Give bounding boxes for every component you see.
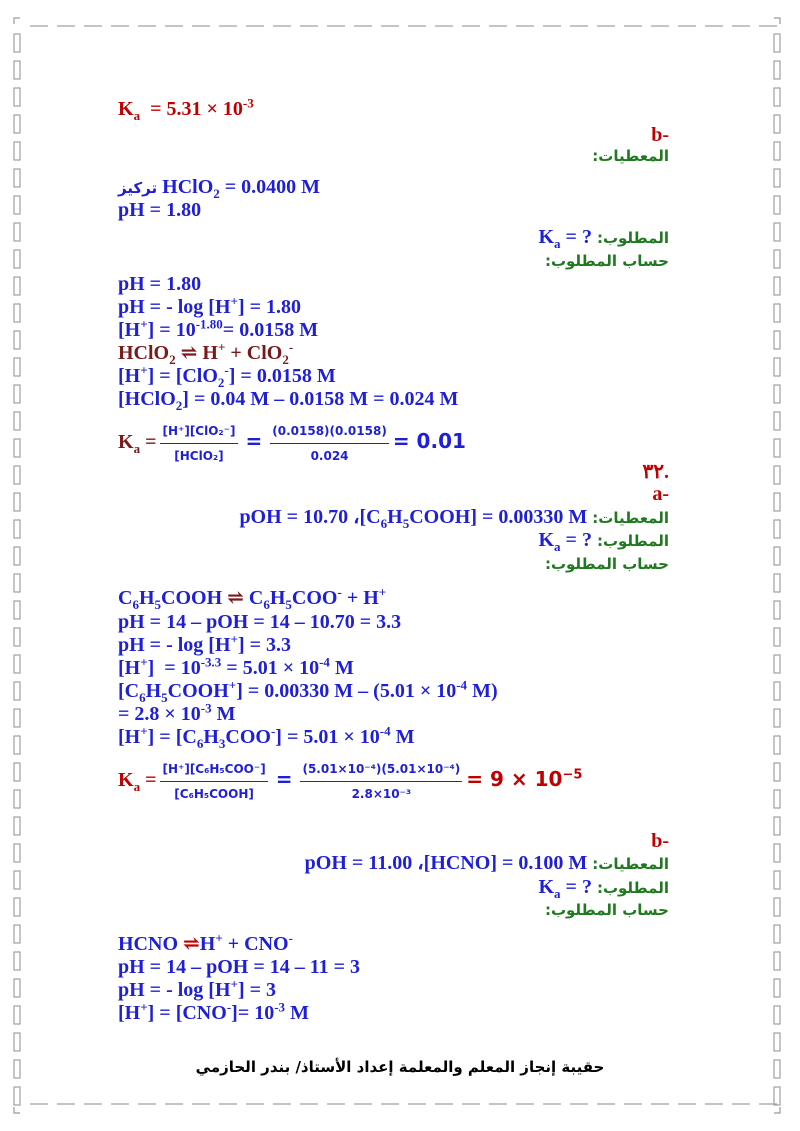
border-dash — [14, 898, 20, 916]
ph-log-line: pH = - log [H+] = 1.80 — [118, 293, 301, 318]
equilibrium-hcno: HCNO ⇌H+ + CNO- — [118, 930, 293, 955]
border-dash — [774, 115, 780, 133]
border-dash — [774, 655, 780, 673]
border-dash — [14, 88, 20, 106]
border-dash — [14, 979, 20, 997]
border-dash — [774, 817, 780, 835]
border-dash — [774, 88, 780, 106]
border-dash — [14, 952, 20, 970]
border-dash — [774, 871, 780, 889]
border-dash — [14, 358, 20, 376]
border-dash — [774, 763, 780, 781]
border-dash — [774, 385, 780, 403]
border-dash — [774, 682, 780, 700]
ka-result-line: $K_a = 5.31 \times 10^{-3}$ — [118, 95, 254, 123]
border-dash — [14, 547, 20, 565]
ka-calculation-2: $K_a$ = $\frac{\text{[H⁺][C₆H₅COO⁻]}}{\text{[C₆H₅COOH]}}$ = $\frac{\text{(5.01×10⁻⁴)(5.01×10⁻⁴)}}{\text{2.8×10⁻³}}$ = $9 \times 10^{-5}$ — [118, 758, 582, 805]
border-dash — [774, 223, 780, 241]
border-dash — [14, 304, 20, 322]
border-dash — [14, 682, 20, 700]
benzoic-equilibrium: $[C_6H_5COOH^+] = 0.00330$ $M - (5.01 \times 10^{-4}$ M) — [118, 677, 498, 705]
border-dash — [774, 844, 780, 862]
border-dash — [14, 520, 20, 538]
border-dash — [774, 277, 780, 295]
border-dash — [774, 628, 780, 646]
border-dash — [774, 250, 780, 268]
border-dash — [14, 331, 20, 349]
border-dash — [14, 169, 20, 187]
border-dash — [14, 385, 20, 403]
required-32a: المطلوب: $K_a$ = ? — [538, 529, 669, 554]
border-dash — [774, 196, 780, 214]
givens-32b: المعطيات: pOH = 11.00 ،[HCNO] = 0.100 M — [304, 852, 669, 874]
border-dash — [14, 277, 20, 295]
border-dash — [14, 142, 20, 160]
part-b-label: -b — [651, 124, 669, 146]
border-dash — [14, 736, 20, 754]
part-a-label: -a — [652, 483, 669, 505]
border-dash — [774, 439, 780, 457]
ph-line: pH = 1.80 — [118, 273, 202, 295]
border-dash — [14, 709, 20, 727]
border-dash — [14, 844, 20, 862]
ph-32a: pH = 14 – pOH = 14 – 10.70 = 3.3 — [118, 611, 402, 633]
border-dash — [14, 574, 20, 592]
border-dash — [14, 196, 20, 214]
ph-log-32b: pH = - log [H+] = 3 — [118, 976, 276, 1001]
equilibrium-benzoic: $C_6H_5COOH$ ⇌ $C_6H_5COO^- + H^+$ — [118, 584, 387, 612]
required-32b: المطلوب: $K_a$ = ? — [538, 876, 669, 901]
border-dash — [14, 34, 20, 52]
border-dash — [774, 574, 780, 592]
border-dash — [14, 412, 20, 430]
border-dash — [774, 169, 780, 187]
border-dash — [14, 763, 20, 781]
ph-given: pH = 1.80 — [118, 199, 202, 221]
ph-log-32a: pH = - log [H+] = 3.3 — [118, 631, 291, 656]
border-dash — [774, 898, 780, 916]
page-footer: حقيبة إنجاز المعلم والمعلمة إعداد الأستاذ/ بندر الحازمي — [195, 1058, 605, 1076]
border-dash — [774, 736, 780, 754]
h-equals-clo2: [H+] = [ClO$_2$-] = 0.0158 M — [118, 362, 336, 390]
hclo2-equilibrium: [HClO$_2$] = 0.04 M – 0.0158 M = 0.024 M — [118, 388, 459, 413]
border-dash — [774, 358, 780, 376]
border-dash — [14, 601, 20, 619]
border-dash — [774, 142, 780, 160]
border-dash — [14, 493, 20, 511]
calc-label-32b: حساب المطلوب: — [544, 901, 669, 919]
required-line: المطلوب: $K_a$ = ? — [538, 226, 669, 251]
equilibrium-hclo2: HClO$_2$ ⇌ H+ + ClO$_2$- — [118, 339, 294, 367]
border-dash — [14, 115, 20, 133]
hclo2-concentration: تركيز HClO$_2$ = 0.0400 M — [118, 176, 321, 201]
border-dash — [774, 547, 780, 565]
ph-32b: pH = 14 – pOH = 14 – 11 = 3 — [118, 956, 361, 978]
border-dash — [774, 979, 780, 997]
border-dash — [774, 952, 780, 970]
h-conc-32b: $[H^+] = [CNO^-]= 10^{-3}$ M — [118, 999, 309, 1024]
border-dash — [774, 520, 780, 538]
border-dash — [14, 439, 20, 457]
givens-label: المعطيات: — [592, 147, 669, 165]
h-equals-benzoate: $[H^+] = [C_6H_3COO^-] = 5.01 \times 10^{-4}$ M — [118, 723, 415, 751]
border-dash — [774, 331, 780, 349]
border-dash — [14, 790, 20, 808]
border-dash — [774, 1033, 780, 1051]
border-dash — [14, 223, 20, 241]
value-2.8e-3: = $2.8 \times 10^{-3}$ M — [118, 700, 236, 725]
border-dash — [774, 1006, 780, 1024]
border-dash — [14, 628, 20, 646]
part-b2-label: -b — [651, 830, 669, 852]
givens-32a: المعطيات: pOH = 10.70 $،[C_6H_5COOH] = 0.00330$ M — [239, 506, 669, 531]
border-dash — [774, 304, 780, 322]
border-dash — [774, 601, 780, 619]
border-dash — [14, 61, 20, 79]
border-dash — [774, 412, 780, 430]
border-dash — [774, 61, 780, 79]
calc-label-32a: حساب المطلوب: — [544, 555, 669, 573]
border-dash — [774, 1087, 780, 1105]
border-dash — [774, 466, 780, 484]
border-dash — [14, 466, 20, 484]
border-dash — [14, 1033, 20, 1051]
border-dash — [14, 817, 20, 835]
h-conc-32a: $[H^+] = 10^{-3.3} = 5.01 \times 10^{-4}$ M — [118, 654, 354, 679]
border-dash — [774, 790, 780, 808]
h-concentration-line: $[H^+] = 10^{-1.80}= 0.0158$ M — [118, 316, 319, 341]
border-dash — [14, 925, 20, 943]
question-32: .٣٢ — [642, 461, 669, 483]
calc-label: حساب المطلوب: — [544, 252, 669, 270]
border-dash — [14, 1006, 20, 1024]
border-dash — [14, 871, 20, 889]
border-dash — [774, 709, 780, 727]
border-dash — [14, 250, 20, 268]
border-dash — [774, 925, 780, 943]
ka-calculation-1: $K_a$ = $\frac{\text{[H⁺][ClO₂⁻]}}{\text{[HClO₂]}}$ = $\frac{(0.0158)(0.0158)}{0.024}$ = 0.01 — [118, 420, 466, 467]
border-dash — [14, 1087, 20, 1105]
border-dash — [14, 655, 20, 673]
border-dash — [774, 34, 780, 52]
border-dash — [774, 493, 780, 511]
